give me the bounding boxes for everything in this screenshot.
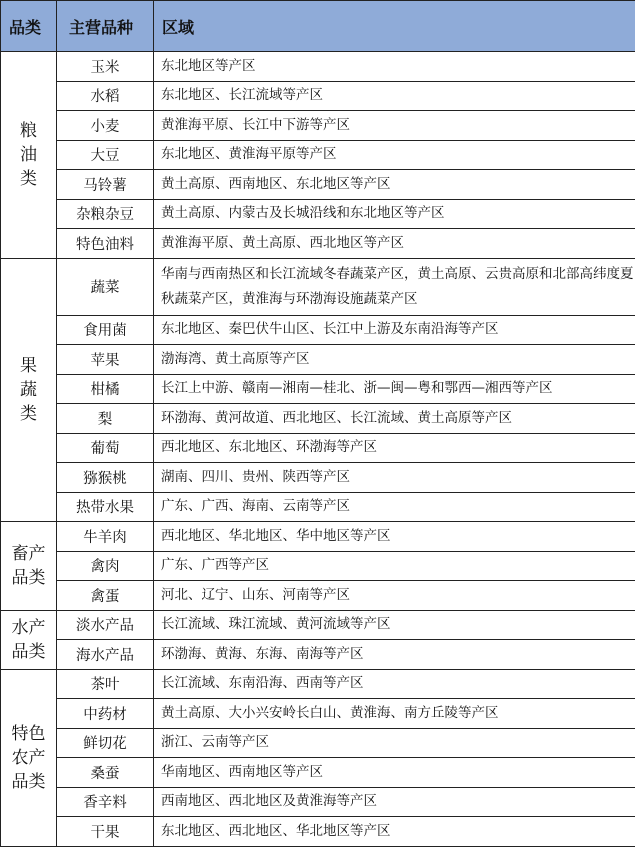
- variety-cell: 玉米: [57, 52, 154, 82]
- region-cell: 西北地区、华北地区、华中地区等产区: [154, 522, 635, 552]
- region-cell: 东北地区、西北地区、华北地区等产区: [154, 817, 635, 847]
- table-row: [1, 699, 635, 729]
- variety-cell: 梨: [57, 404, 154, 434]
- variety-cell: 桑蚕: [57, 758, 154, 788]
- region-cell: 长江流域、珠江流域、黄河流域等产区: [154, 610, 635, 640]
- variety-cell: 葡萄: [57, 433, 154, 463]
- table-row: [1, 610, 635, 640]
- table-row: [1, 199, 635, 229]
- table-row: [1, 522, 635, 552]
- region-cell: 湖南、四川、贵州、陕西等产区: [154, 463, 635, 493]
- variety-cell: 杂粮杂豆: [57, 199, 154, 229]
- region-cell: 西南地区、西北地区及黄淮海等产区: [154, 787, 635, 817]
- region-cell: 长江流域、东南沿海、西南等产区: [154, 669, 635, 699]
- region-cell: 黄淮海平原、长江中下游等产区: [154, 111, 635, 141]
- variety-cell: 蔬菜: [57, 258, 154, 315]
- region-cell: 西北地区、东北地区、环渤海等产区: [154, 433, 635, 463]
- region-cell: 河北、辽宁、山东、河南等产区: [154, 581, 635, 611]
- table-row: [1, 404, 635, 434]
- table-row: [1, 111, 635, 141]
- variety-cell: 禽肉: [57, 551, 154, 581]
- table-row: [1, 52, 635, 82]
- table-row: [1, 640, 635, 670]
- variety-cell: 淡水产品: [57, 610, 154, 640]
- region-cell: 渤海湾、黄土高原等产区: [154, 345, 635, 375]
- variety-cell: 食用菌: [57, 315, 154, 345]
- table-row: [1, 463, 635, 493]
- category-cell: 畜产 品类: [1, 522, 57, 611]
- table-row: [1, 258, 635, 315]
- region-cell: 东北地区等产区: [154, 52, 635, 82]
- category-cell: 特色 农产 品类: [1, 669, 57, 846]
- variety-cell: 中药材: [57, 699, 154, 729]
- table-row: [1, 492, 635, 522]
- variety-cell: 特色油料: [57, 229, 154, 259]
- table-row: [1, 551, 635, 581]
- region-cell: 华南地区、西南地区等产区: [154, 758, 635, 788]
- table-row: [1, 787, 635, 817]
- variety-cell: 苹果: [57, 345, 154, 375]
- header-variety: 主营品种: [57, 1, 154, 52]
- variety-cell: 茶叶: [57, 669, 154, 699]
- table-row: [1, 81, 635, 111]
- variety-cell: 猕猴桃: [57, 463, 154, 493]
- category-cell: 水产 品类: [1, 610, 57, 669]
- region-cell: 浙江、云南等产区: [154, 728, 635, 758]
- region-cell: 环渤海、黄河故道、西北地区、长江流域、黄土高原等产区: [154, 404, 635, 434]
- region-cell: 长江上中游、赣南—湘南—桂北、浙—闽—粤和鄂西—湘西等产区: [154, 374, 635, 404]
- region-cell: 广东、广西等产区: [154, 551, 635, 581]
- variety-cell: 牛羊肉: [57, 522, 154, 552]
- region-cell: 广东、广西、海南、云南等产区: [154, 492, 635, 522]
- variety-cell: 小麦: [57, 111, 154, 141]
- table-row: [1, 669, 635, 699]
- region-cell: 黄土高原、大小兴安岭长白山、黄淮海、南方丘陵等产区: [154, 699, 635, 729]
- variety-cell: 热带水果: [57, 492, 154, 522]
- category-cell: 果 蔬 类: [1, 258, 57, 522]
- region-cell: 黄土高原、西南地区、东北地区等产区: [154, 170, 635, 200]
- region-cell: 环渤海、黄海、东海、南海等产区: [154, 640, 635, 670]
- category-cell: 粮 油 类: [1, 52, 57, 259]
- table-row: [1, 374, 635, 404]
- variety-cell: 禽蛋: [57, 581, 154, 611]
- variety-cell: 鲜切花: [57, 728, 154, 758]
- region-cell: 东北地区、秦巴伏牛山区、长江中上游及东南沿海等产区: [154, 315, 635, 345]
- table-row: [1, 433, 635, 463]
- table-row: [1, 817, 635, 847]
- region-cell: 东北地区、长江流域等产区: [154, 81, 635, 111]
- table-row: [1, 581, 635, 611]
- variety-cell: 柑橘: [57, 374, 154, 404]
- table-row: [1, 170, 635, 200]
- region-cell: 东北地区、黄淮海平原等产区: [154, 140, 635, 170]
- variety-cell: 大豆: [57, 140, 154, 170]
- region-cell: 黄土高原、内蒙古及长城沿线和东北地区等产区: [154, 199, 635, 229]
- table-row: [1, 140, 635, 170]
- table-row: [1, 229, 635, 259]
- table-row: [1, 345, 635, 375]
- header-region: 区域: [154, 1, 635, 52]
- region-cell: 华南与西南热区和长江流域冬春蔬菜产区，黄土高原、云贵高原和北部高纬度夏秋蔬菜产区，黄淮海与环渤海设施蔬菜产区: [154, 258, 635, 315]
- table-row: [1, 728, 635, 758]
- header-row: [1, 1, 635, 52]
- variety-cell: 香辛料: [57, 787, 154, 817]
- variety-cell: 马铃薯: [57, 170, 154, 200]
- variety-cell: 干果: [57, 817, 154, 847]
- header-category: 品类: [1, 1, 57, 52]
- region-cell: 黄淮海平原、黄土高原、西北地区等产区: [154, 229, 635, 259]
- table-row: [1, 758, 635, 788]
- variety-cell: 海水产品: [57, 640, 154, 670]
- table-body: [1, 52, 635, 847]
- variety-cell: 水稻: [57, 81, 154, 111]
- table-row: [1, 315, 635, 345]
